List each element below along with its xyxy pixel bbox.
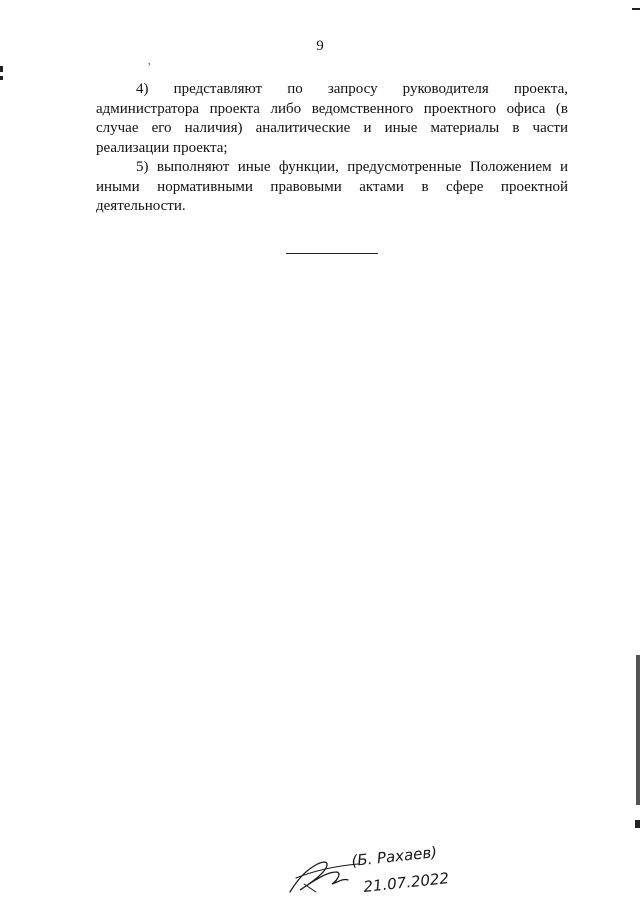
- signature-name-note: (Б. Рахаев): [350, 843, 438, 870]
- stray-mark: ,: [148, 56, 151, 67]
- signature-stroke: [304, 884, 316, 892]
- signature-drawing: [286, 842, 466, 902]
- scan-edge-mark: [632, 8, 640, 10]
- closing-rule: [286, 253, 378, 254]
- paragraph-item-5: 5) выполняют иные функции, предусмотренные Положением и иными нормативными правовыми актами в сфере проектной деятельности.: [96, 159, 568, 214]
- document-body: [96, 80, 568, 217]
- scan-edge-mark: [0, 66, 3, 72]
- scan-edge-mark: [636, 655, 640, 805]
- paragraph-item-4: 4) представляют по запросу руководителя проекта, администратора проекта либо ведомственного проектного офиса (в случае его наличия) аналитические и иные материалы в части реализации проекта;: [96, 81, 568, 156]
- signature-date-note: 21.07.2022: [362, 869, 450, 896]
- scan-edge-mark: [635, 820, 640, 828]
- page-number: 9: [316, 38, 324, 54]
- handwritten-signature: [286, 842, 466, 902]
- scan-edge-mark: [0, 76, 3, 80]
